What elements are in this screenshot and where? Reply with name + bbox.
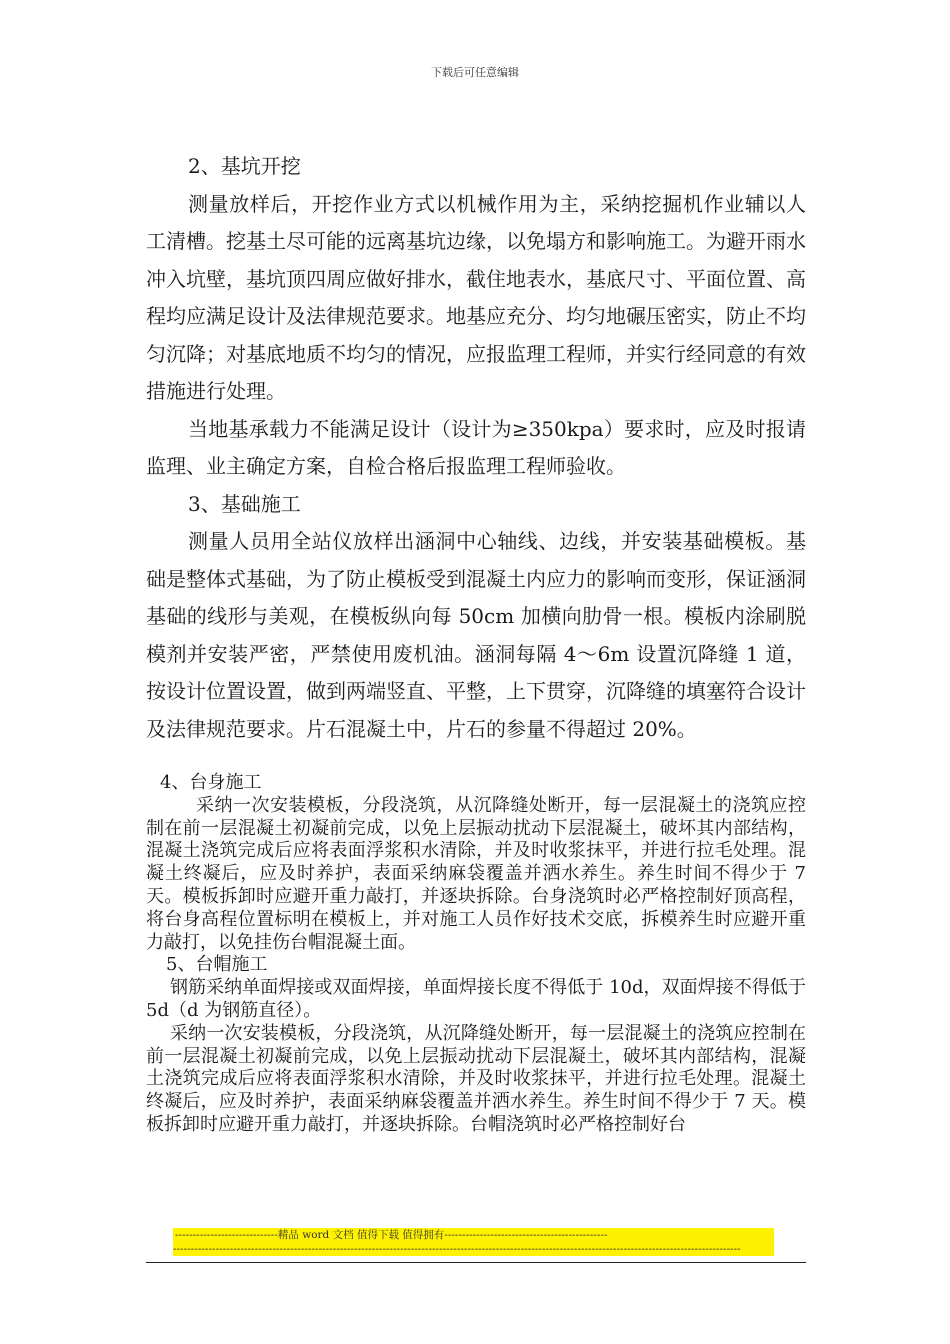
large-text-block [146,148,806,748]
footer-banner-line-1: -----------------------------精品 word 文档 值得下载 值得拥有---------------------------------------------- [175,1229,608,1241]
section-2-paragraph-1: 测量放样后，开挖作业方式以机械作用为主，采纳挖掘机作业辅以人工清槽。挖基土尽可能的远离基坑边缘，以免塌方和影响施工。为避开雨水冲入坑壁，基坑顶四周应做好排水，截住地表水，基底尺寸、平面位置、高程均应满足设计及法律规范要求。地基应充分、均匀地碾压密实，防止不均匀沉降；对基底地质不均匀的情况，应报监理工程师，并实行经同意的有效措施进行处理。 [146,191,806,403]
section-3-heading: 3、基础施工 [188,491,301,516]
section-4-paragraph-1: 采纳一次安装模板，分段浇筑，从沉降缝处断开，每一层混凝土的浇筑应控制在前一层混凝土初凝前完成，以免上层振动扰动下层混凝土，破坏其内部结构，混凝土浇筑完成后应将表面浮浆积水清除，并及时收浆抹平，并进行拉毛处理。混凝土终凝后，应及时养护，表面采纳麻袋覆盖并洒水养生。养生时间不得少于 7 天。模板拆卸时应避开重力敲打，并逐块拆除。台身浇筑时必严格控制好顶高程，将台身高程位置标明在模板上，并对施工人员作好技术交底，拆模养生时应避开重力敲打，以免挂伤台帽混凝土面。 [146,794,806,953]
page-header: 下载后可任意编辑 [431,66,519,79]
section-2-heading: 2、基坑开挖 [188,154,301,178]
small-text-block [146,772,806,1137]
footer-banner [173,1228,774,1256]
section-5-heading: 5、台帽施工 [166,954,268,976]
footer-banner-line-2: ---------------------------------------------------------------------------------------------------------------------------------------------------------------- [173,1243,741,1255]
section-2-paragraph-2: 当地基承载力不能满足设计（设计为≥350kpa）要求时，应及时报请监理、业主确定方案，自检合格后报监理工程师验收。 [146,416,806,478]
section-3-paragraph-1: 测量人员用全站仪放样出涵洞中心轴线、边线，并安装基础模板。基础是整体式基础，为了防止模板受到混凝土内应力的影响而变形，保证涵洞基础的线形与美观，在模板纵向每 50cm 加横向肋骨一根。模板内涂刷脱模剂并安装严密，严禁使用废机油。涵洞每隔 4～6m 设置沉降缝 1 道，按设计位置设置，做到两端竖直、平整，上下贯穿，沉降缝的填塞符合设计及法律规范要求。片石混凝土中，片石的参量不得超过 20%。 [146,529,806,741]
footer-divider [146,1262,806,1263]
section-5-paragraph-2: 采纳一次安装模板，分段浇筑，从沉降缝处断开，每一层混凝土的浇筑应控制在前一层混凝土初凝前完成，以免上层振动扰动下层混凝土，破坏其内部结构，混凝土浇筑完成后应将表面浮浆积水清除，并及时收浆抹平，并进行拉毛处理。混凝土终凝后，应及时养护，表面采纳麻袋覆盖并洒水养生。养生时间不得少于 7 天。模板拆卸时应避开重力敲打，并逐块拆除。台帽浇筑时必严格控制好台 [146,1022,806,1135]
section-4-heading: 4、台身施工 [160,772,262,793]
section-5-paragraph-1: 钢筋采纳单面焊接或双面焊接，单面焊接长度不得低于 10d，双面焊接不得低于 5d（d 为钢筋直径）。 [146,977,806,1021]
